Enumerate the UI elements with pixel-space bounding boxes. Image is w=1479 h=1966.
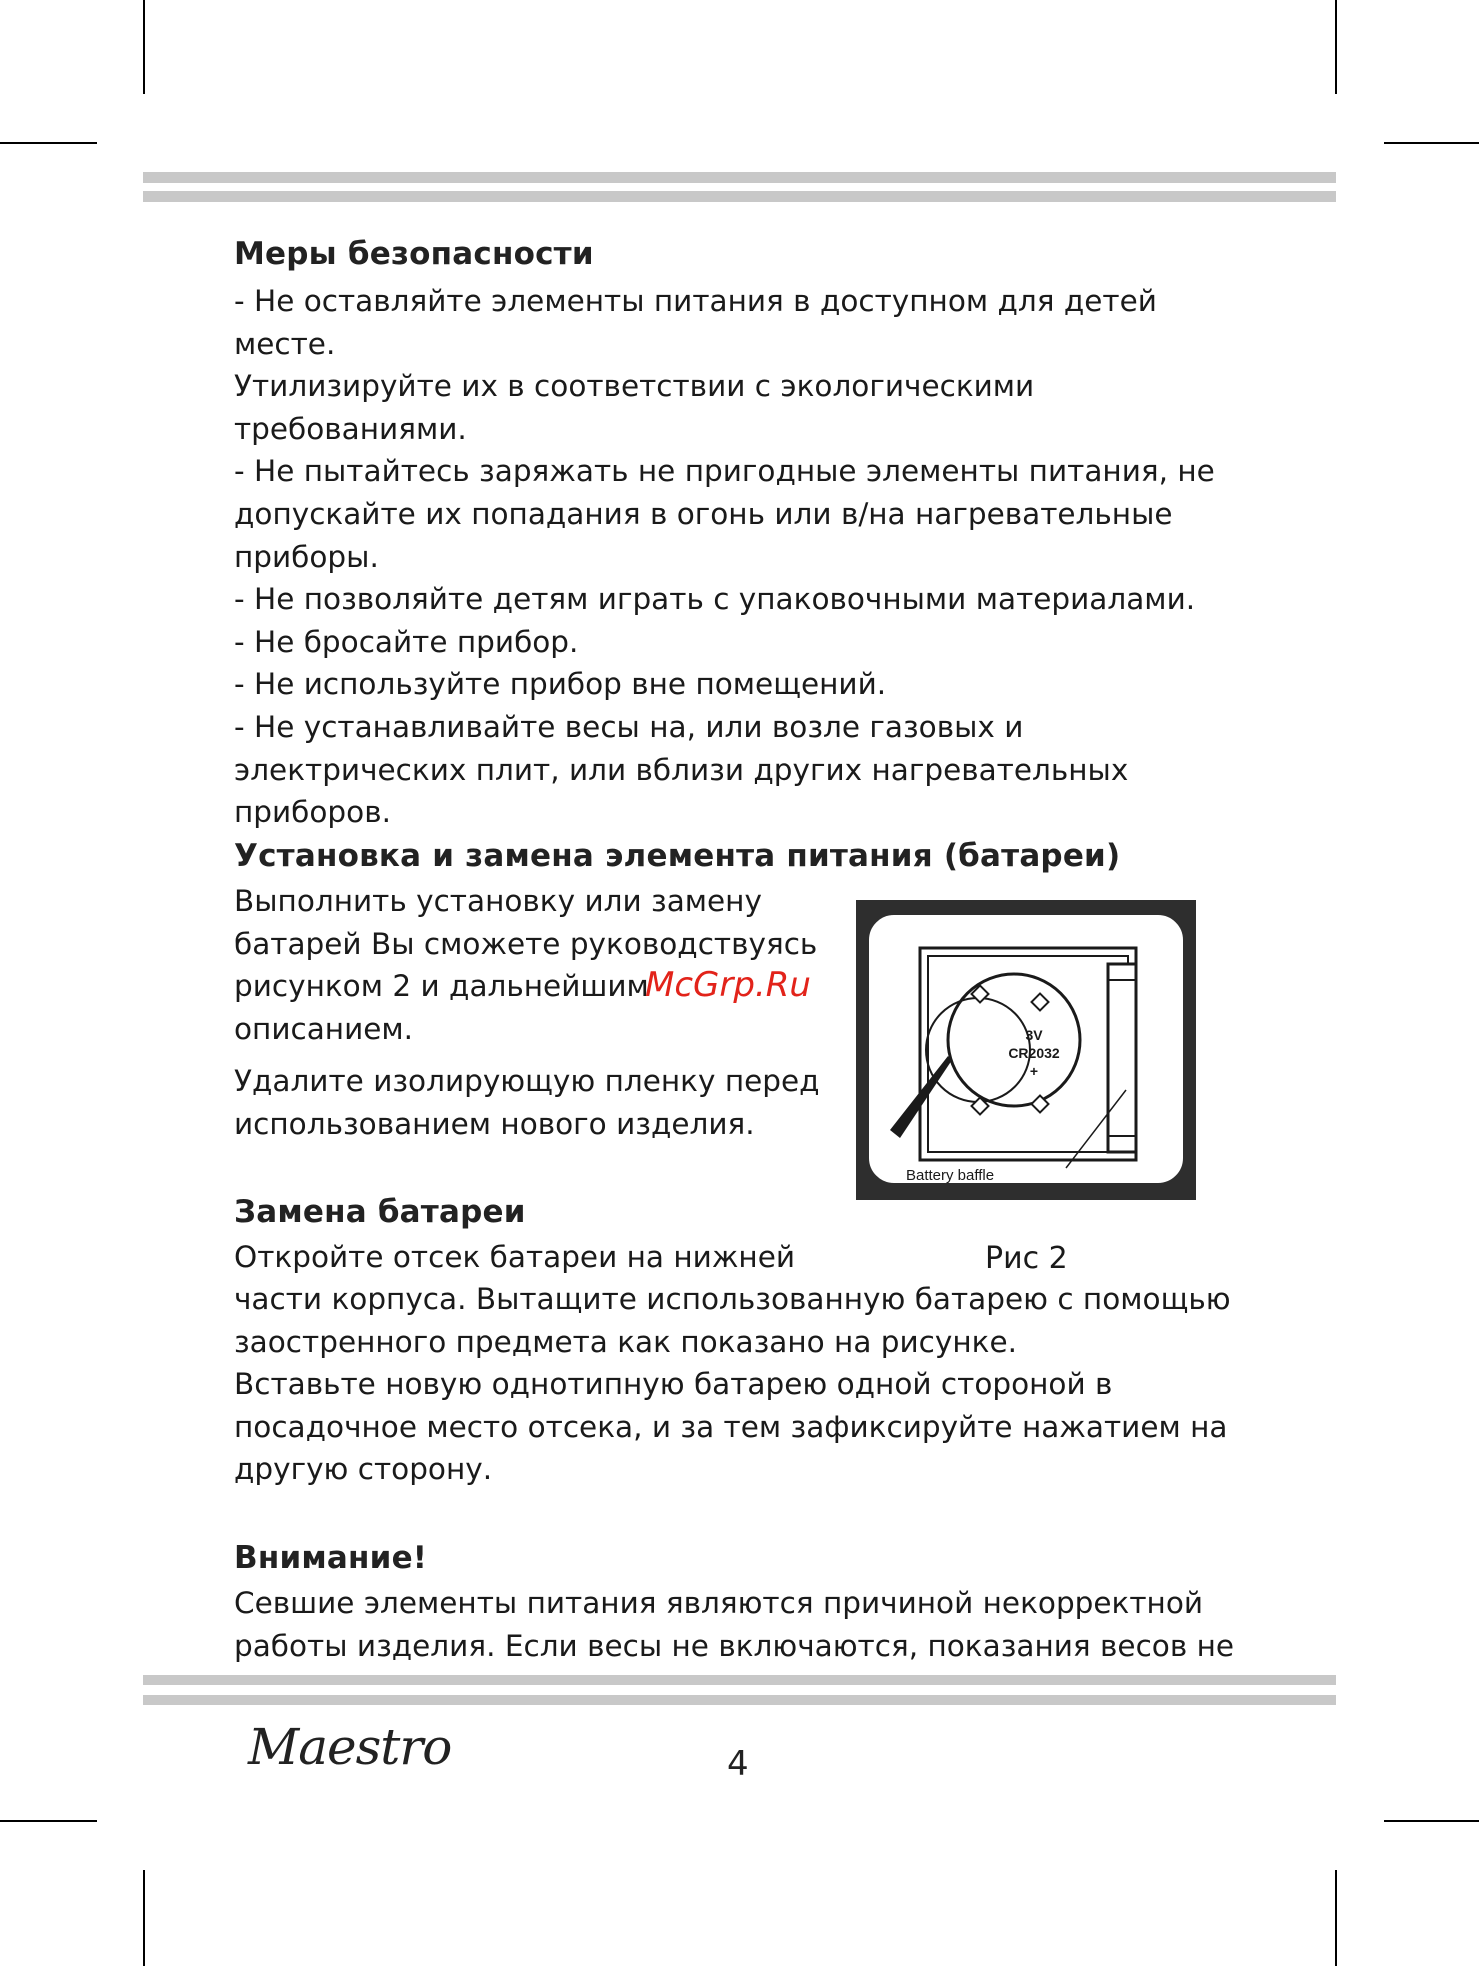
crop-mark: [1384, 142, 1479, 144]
section-body-replacement: части корпуса. Вытащите использованную батарею с помощью заостренного предмета как показано на рисунке. Вставьте новую однотипную батарею одной стороной в посадочное место отсека, и за тем зафиксируйте нажатием на другую сторону.: [234, 1282, 1231, 1487]
footer-band: [143, 1675, 1336, 1685]
battery-baffle-label: Battery baffle: [906, 1167, 995, 1184]
section-body-attention: Севшие элементы питания являются причиной некорректной работы изделия. Если весы не включаются, показания весов не: [234, 1586, 1235, 1663]
section-heading-attention: Внимание!: [234, 1540, 428, 1576]
brand-logo: Maestro: [248, 1718, 452, 1776]
watermark: McGrp.Ru: [645, 965, 811, 1005]
section-body-safety: - Не оставляйте элементы питания в доступном для детей месте. Утилизируйте их в соответствии с экологическими требованиями. - Не пытайтесь заряжать не пригодные элементы питания, не допускайте их попадания в огонь или в/на нагревательные приборы. - Не позволяйте детям играть с упаковочными материалами. - Не бросайте прибор. - Не используйте прибор вне помещений. - Не устанавливайте весы на, или возле газовых и электрических плит, или вблизи других нагревательных приборов.: [234, 284, 1215, 830]
battery-figure: [856, 900, 1196, 1200]
footer-band: [143, 1695, 1336, 1705]
section-body-installation-note: Удалите изолирующую пленку перед использованием нового изделия.: [234, 1064, 820, 1141]
section-body-replacement-first: Откройте отсек батареи на нижней: [234, 1240, 796, 1274]
section-heading-installation: Установка и замена элемента питания (батареи): [234, 838, 1121, 874]
header-band: [143, 172, 1336, 183]
battery-polarity-label: +: [1029, 1063, 1039, 1079]
crop-mark: [0, 1820, 97, 1822]
page-number: 4: [727, 1744, 749, 1784]
battery-compartment-illustration: [856, 900, 1196, 1200]
crop-mark: [143, 0, 145, 94]
battery-model-label: CR2032: [1008, 1045, 1060, 1061]
crop-mark: [1384, 1820, 1479, 1822]
crop-mark: [1335, 0, 1337, 94]
crop-mark: [0, 142, 97, 144]
section-heading-replacement: Замена батареи: [234, 1194, 526, 1230]
battery-voltage-label: 3V: [1025, 1027, 1043, 1043]
section-heading-safety: Меры безопасности: [234, 236, 594, 272]
crop-mark: [1335, 1870, 1337, 1966]
header-band: [143, 191, 1336, 202]
figure-caption: Рис 2: [985, 1241, 1068, 1276]
section-body-installation: Выполнить установку или замену батарей Вы сможете руководствуясь рисунком 2 и дальнейшим описанием.: [234, 884, 818, 1046]
crop-mark: [143, 1870, 145, 1966]
